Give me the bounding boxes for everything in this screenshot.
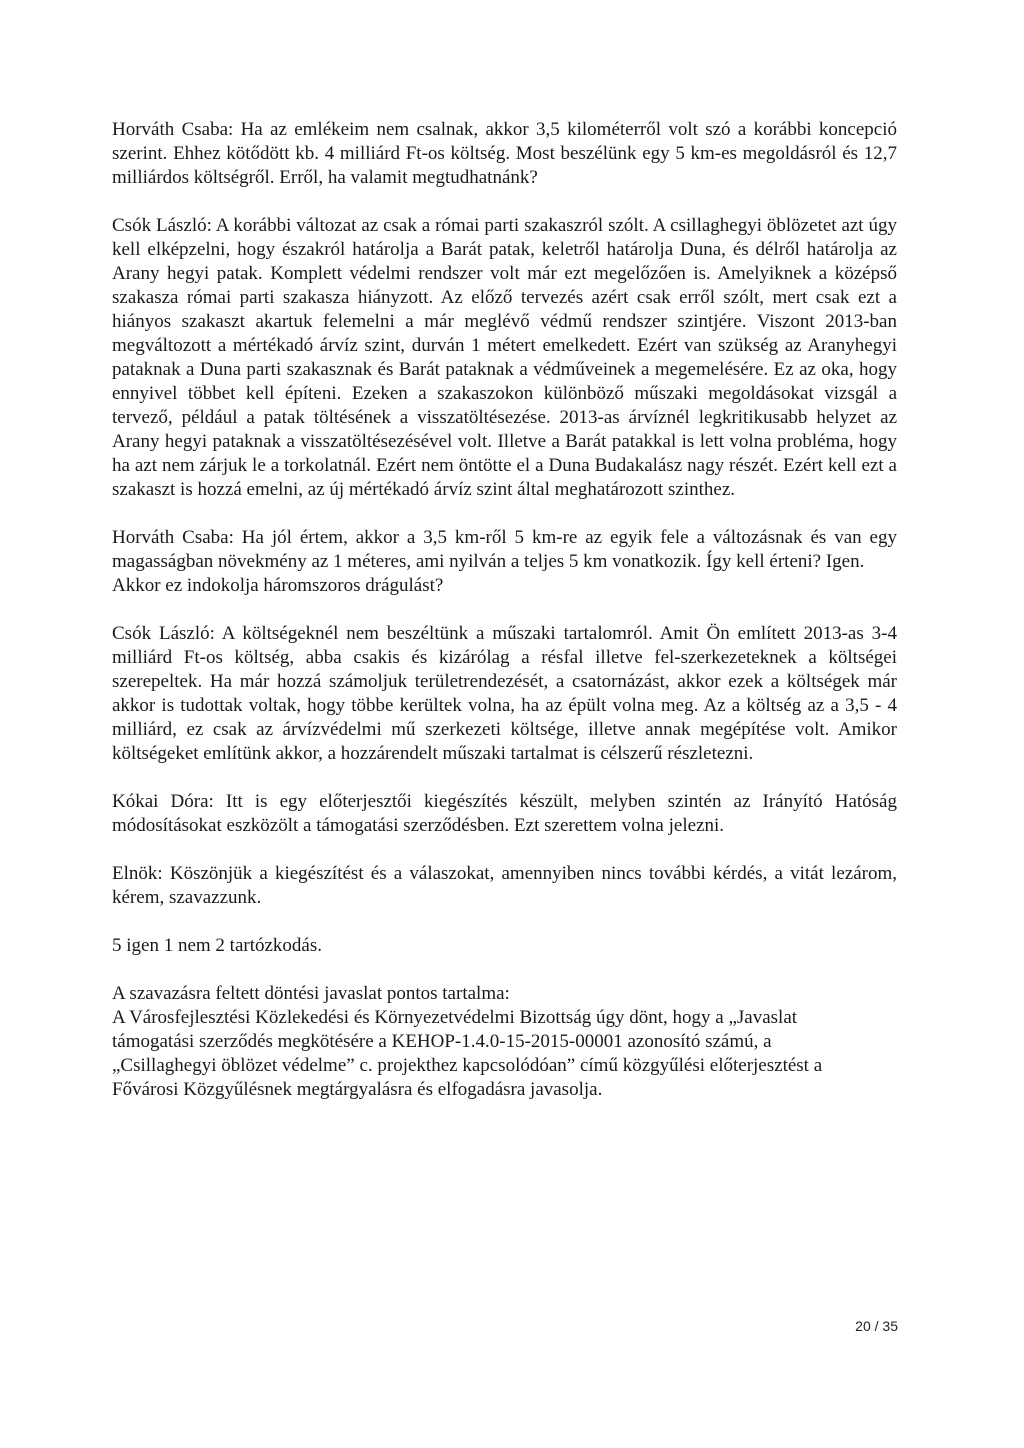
paragraph-elnok: Elnök: Köszönjük a kiegészítést és a válaszokat, amennyiben nincs további kérdés, a vitát lezárom, kérem, szavazzunk. xyxy=(112,863,897,908)
follow-up-question: Akkor ez indokolja háromszoros drágulást? xyxy=(112,575,444,596)
paragraph-horvath-2 xyxy=(112,526,897,598)
paragraph-horvath-1: Horváth Csaba: Ha az emlékeim nem csalnak, akkor 3,5 kilométerről volt szó a korábbi koncepció szerint. Ehhez kötődött kb. 4 milliárd Ft-os költség. Most beszélünk egy 5 km-es megoldásról és 12,7 milliárdos költségről. Erről, ha valamit megtudhatnánk? xyxy=(112,119,897,188)
resolution-block xyxy=(112,982,897,1102)
question-text: Horváth Csaba: Ha jól értem, akkor a 3,5 km-ről 5 km-re az egyik fele a változásnak és van egy magasságban növekmény az 1 méteres, ami nyilván a teljes 5 km vonatkozik. Így kell érteni? Igen. xyxy=(112,527,897,572)
paragraph-csok-1: Csók László: A korábbi változat az csak a római parti szakaszról szólt. A csillaghegyi öblözetet azt úgy kell elképzelni, hogy északról határolja a Barát patak, keletről határolja Duna, és délről határolja az Arany hegyi patak. Komplett védelmi rendszer volt már ezt megelőzően is. Amelyiknek a középső szakasza római parti szakasza hiányzott. Az előző tervezés azért csak erről szólt, mert csak ezt a hiányos szakaszt akartuk felemelni a már meglévő védmű rendszer szintjére. Viszont 2013-ban megváltozott a mértékadó árvíz szint, durván 1 métert emelkedett. Ezért van szükség az Aranyhegyi pataknak a Duna parti szakasznak és Barát pataknak a védműveinek a megemelésére. Ez az oka, hogy ennyivel többet kell építeni. Ezeken a szakaszokon különböző műszaki megoldásokat vizsgál a tervező, például a patak töltésének a visszatöltésezése. 2013-as árvíznél legkritikusabb helyzet az Arany hegyi pataknak a visszatöltésezésével volt. Illetve a Barát patakkal is lett volna probléma, hogy ha azt nem zárjuk le a torkolatnál. Ezért nem öntötte el a Duna Budakalász nagy részét. Ezért kell ezt a szakaszt is hozzá emelni, az új mértékadó árvíz szint által meghatározott szinthez. xyxy=(112,215,897,500)
paragraph-csok-2: Csók László: A költségeknél nem beszéltünk a műszaki tartalomról. Amit Ön említett 2013-as 3-4 milliárd Ft-os költség, abba csakis és kizárólag a résfal illetve fel-szerkezeteknek a költségei szerepeltek. Ha már hozzá számoljuk területrendezését, a csatornázást, akkor ezek a költségek már akkor is tudottak voltak, hogy többe kerültek volna, ha az épült volna meg. Az a költség az a 3,5 - 4 milliárd, ez csak az árvízvédelmi mű szerkezeti költsége, illetve annak megépítése volt. Amikor költségeket említünk akkor, a hozzárendelt műszaki tartalmat is célszerű részletezni. xyxy=(112,623,897,764)
resolution-line: A Városfejlesztési Közlekedési és Környezetvédelmi Bizottság úgy dönt, hogy a „Javaslat xyxy=(112,1007,798,1028)
page-number: 20 / 35 xyxy=(855,1318,898,1334)
document-body xyxy=(112,118,897,1126)
vote-result: 5 igen 1 nem 2 tartózkodás. xyxy=(112,935,323,956)
resolution-line: támogatási szerződés megkötésére a KEHOP-1.4.0-15-2015-00001 azonosító számú, a xyxy=(112,1031,772,1052)
resolution-heading: A szavazásra feltett döntési javaslat pontos tartalma: xyxy=(112,983,510,1004)
resolution-line: Fővárosi Közgyűlésnek megtárgyalásra és elfogadásra javasolja. xyxy=(112,1079,603,1100)
paragraph-kokai: Kókai Dóra: Itt is egy előterjesztői kiegészítés készült, melyben szintén az Irányító Hatóság módosításokat eszközölt a támogatási szerződésben. Ezt szerettem volna jelezni. xyxy=(112,791,897,836)
resolution-line: „Csillaghegyi öblözet védelme” c. projekthez kapcsolódóan” című közgyűlési előterjesztést a xyxy=(112,1055,823,1076)
